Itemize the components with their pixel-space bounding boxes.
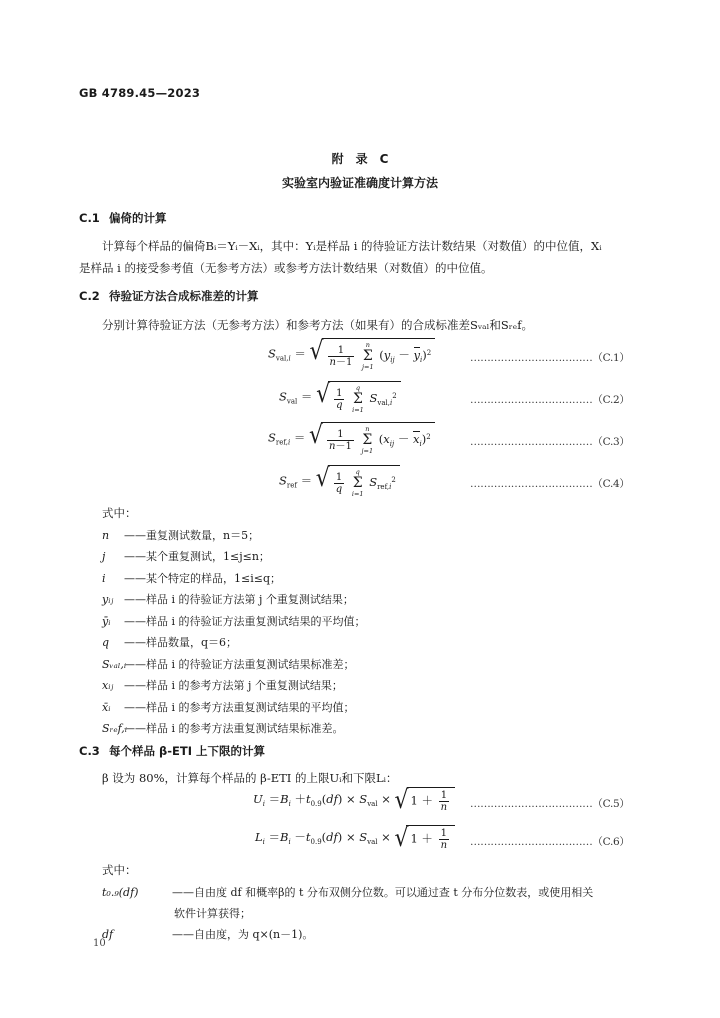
definition-row-continued: 软件计算获得；	[174, 907, 251, 920]
definition-row: yᵢⱼ ——样品 i 的待验证方法第 j 个重复测试结果；	[102, 593, 354, 606]
appendix-subtitle: 实验室内验证准确度计算方法	[281, 176, 438, 190]
definition-row: n ——重复测试数量，n＝5；	[102, 529, 260, 542]
definition-row: q ——样品数量，q＝6；	[102, 636, 238, 649]
definition-row: i ——某个特定的样品，1≤i≤q；	[102, 572, 281, 585]
definition-row: Sᵥₐₗ,ᵢ——样品 i 的待验证方法重复测试结果标准差；	[102, 658, 355, 671]
equation-number-c4: ………………………………（C.4）	[470, 478, 630, 490]
c3-paragraph: β 设为 80%，计算每个样品的 β-ETI 的上限Uᵢ和下限Lᵢ：	[102, 771, 398, 785]
c2-paragraph: 分别计算待验证方法（无参考方法）和参考方法（如果有）的合成标准差Sᵥₐₗ和Sᵣₑf。	[102, 318, 533, 332]
definition-row: j ——某个重复测试，1≤j≤n；	[102, 550, 270, 563]
definition-row: Sᵣₑf,ᵢ——样品 i 的参考方法重复测试结果标准差。	[102, 722, 344, 735]
section-title: 偏倚的计算	[109, 211, 167, 225]
equation-number-c2: ………………………………（C.2）	[470, 394, 630, 406]
equation-c1: $S_{val,i}$ ＝ √ $\frac{1}{n-1}$ n Σ j=1 $(y_{ij} - y_i)^2$	[268, 338, 435, 371]
where-label: 式中：	[102, 863, 137, 877]
section-c2-heading	[79, 288, 259, 304]
definition-row: x̄ᵢ ——样品 i 的参考方法重复测试结果的平均值；	[102, 701, 355, 714]
definition-row: ȳᵢ ——样品 i 的待验证方法重复测试结果的平均值；	[102, 615, 366, 628]
equation-c4: $S_{ref}$ ＝ √ $\frac{1}{q}$ q Σ i=1 $S_{ref,i}^2$	[279, 465, 400, 498]
c1-paragraph-line1: 计算每个样品的偏倚Bᵢ＝Yᵢ－Xᵢ，其中：Yᵢ是样品 i 的待验证方法计数结果（对数值）的中位值，Xᵢ	[102, 239, 602, 253]
where-label: 式中：	[102, 506, 137, 520]
section-number: C.1	[79, 211, 100, 225]
equation-number-c6: ………………………………（C.6）	[470, 836, 630, 848]
section-title: 待验证方法合成标准差的计算	[109, 289, 259, 303]
standard-header: GB 4789.45—2023	[79, 86, 201, 100]
c1-paragraph-line2: 是样品 i 的接受参考值（无参考方法）或参考方法计数结果（对数值）的中位值。	[79, 261, 493, 275]
equation-c3: $S_{ref,i}$ ＝ √ $\frac{1}{n-1}$ n Σ j=1 $(x_{ij} - x_i)^2$	[268, 422, 435, 455]
definition-row: xᵢⱼ ——样品 i 的参考方法第 j 个重复测试结果；	[102, 679, 343, 692]
equation-number-c1: ………………………………（C.1）	[470, 352, 630, 364]
page-number: 10	[93, 938, 106, 949]
equation-c6: $L_i =B_i -t_{0.9}(df) \times S_{val}$ × √ 1 ＋ $\frac{1}{n}$	[255, 825, 455, 851]
appendix-title: 附 录 C	[331, 152, 389, 166]
definition-row: df ——自由度，为 q×(n－1)。	[102, 928, 314, 941]
section-title: 每个样品 β-ETI 上下限的计算	[109, 744, 265, 758]
section-number: C.2	[79, 289, 100, 303]
definition-row: t₀.₉(df) ——自由度 df 和概率β的 t 分布双侧分位数。可以通过查 t 分布分位数表，或使用相关	[102, 886, 594, 899]
equation-c2: $S_{val}$ ＝ √ $\frac{1}{q}$ q Σ i=1 $S_{val,i}^2$	[279, 381, 401, 414]
equation-number-c3: ………………………………（C.3）	[470, 436, 630, 448]
equation-number-c5: ………………………………（C.5）	[470, 798, 630, 810]
section-c3-heading	[79, 743, 265, 759]
equation-c5: $U_i =B_i +t_{0.9}(df) \times S_{val}$ × √ 1 ＋ $\frac{1}{n}$	[253, 787, 455, 813]
section-number: C.3	[79, 744, 100, 758]
section-c1-heading	[79, 210, 167, 226]
